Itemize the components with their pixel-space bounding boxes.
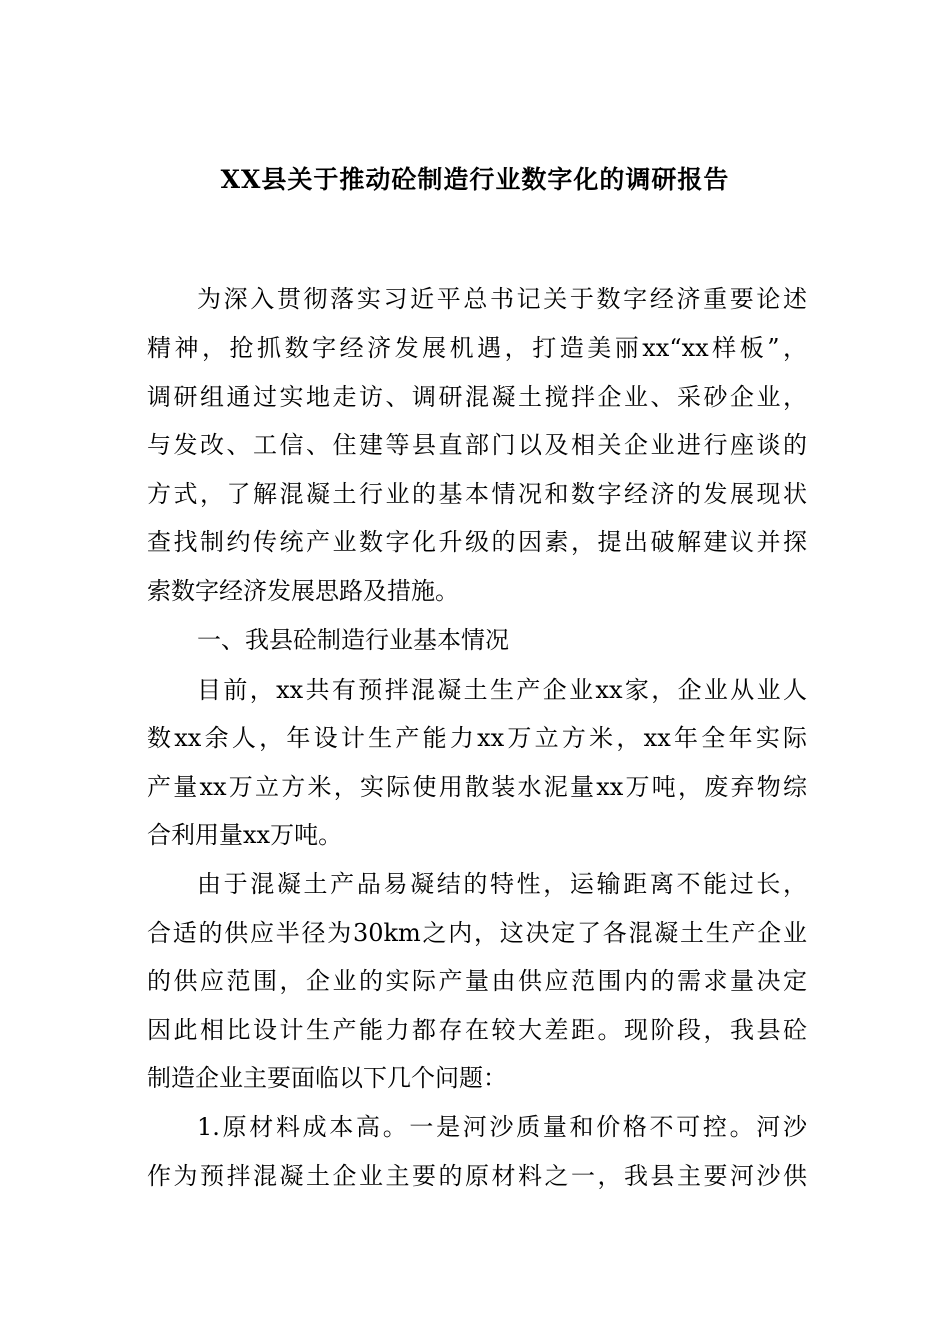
paragraph-line: 为深入贯彻落实习近平总书记关于数字经济重要论述	[197, 285, 807, 313]
paragraph-line: 的供应范围，企业的实际产量由供应范围内的需求量决定	[147, 967, 807, 995]
paragraph-line: 合适的供应半径为30km之内，这决定了各混凝土生产企业	[147, 919, 807, 947]
paragraph-line: 合利用量xx万吨。	[147, 821, 343, 849]
paragraph-line: 精神，抢抓数字经济发展机遇，打造美丽xx“xx样板”，	[147, 334, 807, 362]
paragraph-line: 1.原材料成本高。一是河沙质量和价格不可控。河沙	[197, 1113, 807, 1141]
paragraph-line: 制造企业主要面临以下几个问题：	[147, 1064, 507, 1092]
paragraph-line: 方式，了解混凝土行业的基本情况和数字经济的发展现状	[147, 480, 807, 508]
section-heading: 一、我县砼制造行业基本情况	[197, 626, 509, 654]
paragraph-line: 与发改、工信、住建等县直部门以及相关企业进行座谈的	[147, 431, 807, 459]
paragraph-line: 产量xx万立方米，实际使用散装水泥量xx万吨，废弃物综	[147, 773, 807, 801]
paragraph-line: 查找制约传统产业数字化升级的因素，提出破解建议并探	[147, 528, 807, 556]
paragraph-line: 数xx余人，年设计生产能力xx万立方米，xx年全年实际	[147, 724, 807, 752]
paragraph-line: 作为预拌混凝土企业主要的原材料之一，我县主要河沙供	[147, 1162, 807, 1190]
paragraph-line: 由于混凝土产品易凝结的特性，运输距离不能过长，	[197, 870, 807, 898]
paragraph-line: 索数字经济发展思路及措施。	[147, 577, 459, 605]
document-title: XX县关于推动砼制造行业数字化的调研报告	[220, 165, 730, 194]
paragraph-line: 调研组通过实地走访、调研混凝土搅拌企业、采砂企业，	[147, 383, 807, 411]
paragraph-line: 因此相比设计生产能力都存在较大差距。现阶段，我县砼	[147, 1016, 807, 1044]
paragraph-line: 目前，xx共有预拌混凝土生产企业xx家，企业从业人	[197, 676, 807, 704]
